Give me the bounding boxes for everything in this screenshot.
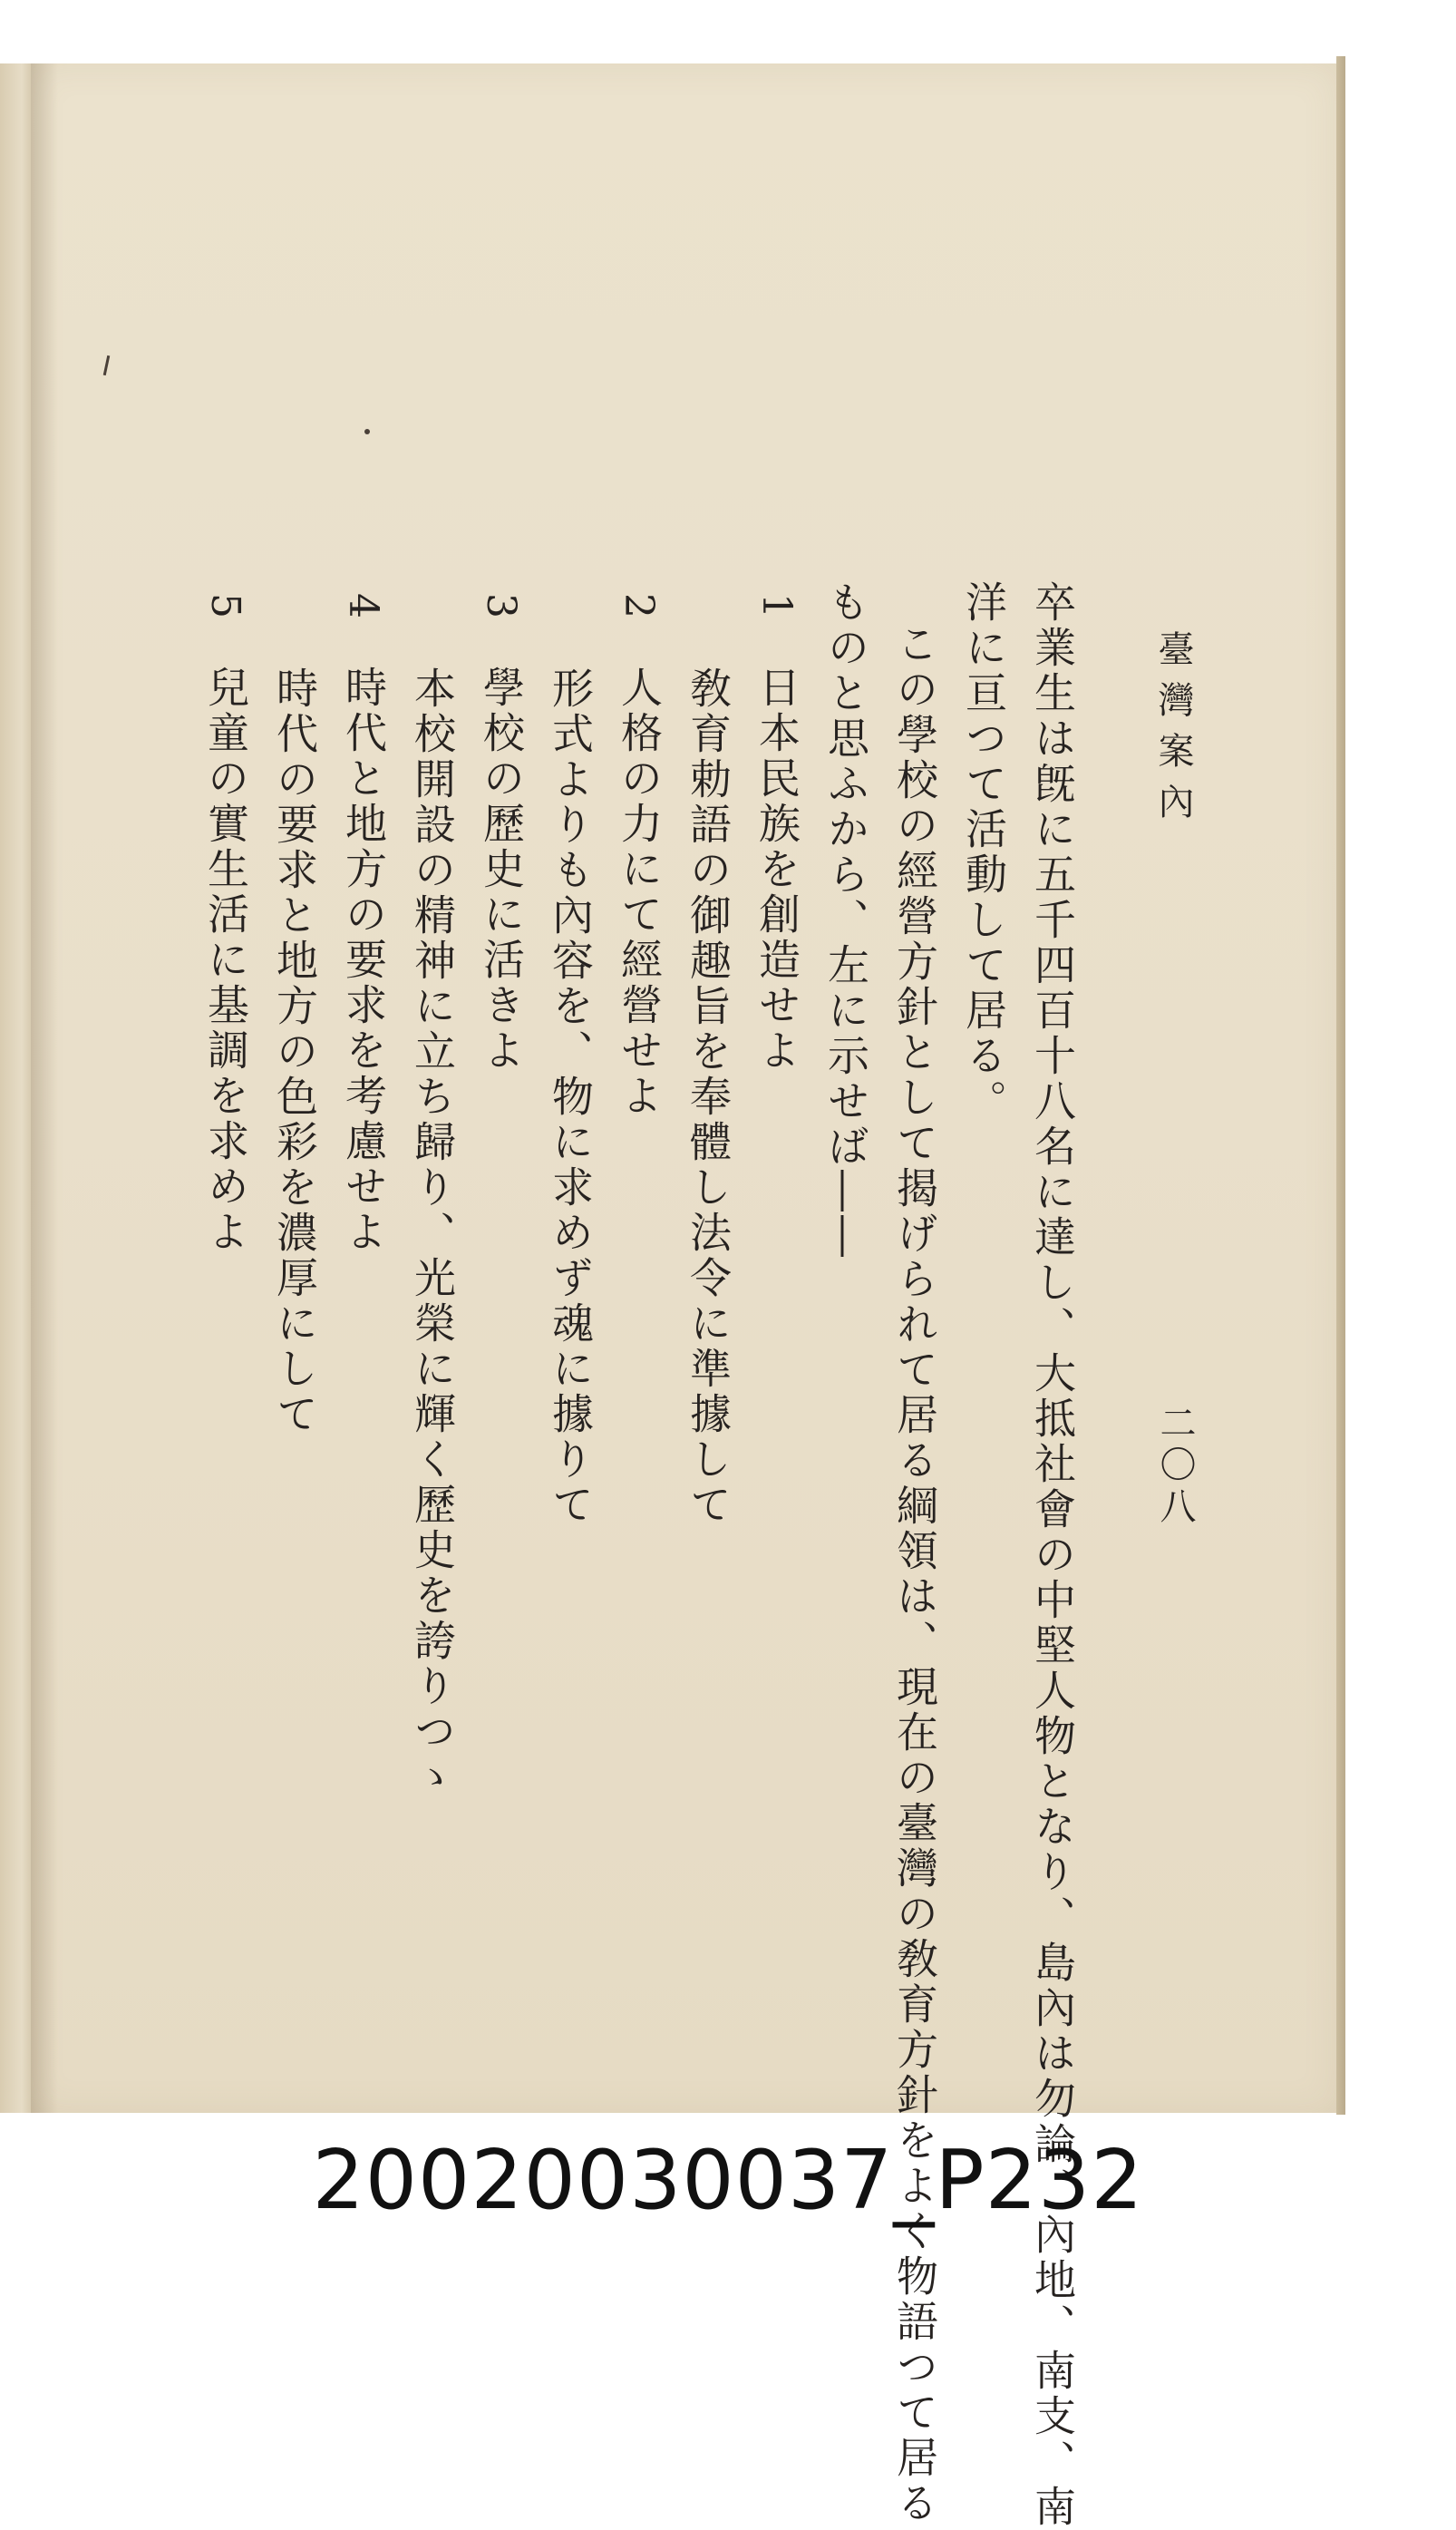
item-heading-4: 時代と地方の要求を考慮せよ [339,666,388,1255]
item-heading-3: 學校の歷史に活きよ [477,666,526,1074]
page-right-edge [1336,56,1345,2115]
item-number-4: 4 [340,593,386,622]
paragraph-line-2: 洋に亘つて活動して居る。 [959,580,1008,1124]
item-heading-1: 日本民族を創造せよ [752,666,801,1074]
running-header-title: 臺灣案內 [1152,630,1194,833]
gutter-shadow [31,63,58,2113]
item-heading-5: 兒童の實生活に基調を求めよ [201,666,250,1255]
item-body-2: 形式よりも內容を、物に求めず魂に據りて [546,667,595,1528]
item-heading-2: 人格の力にて經營せよ [615,666,664,1119]
item-body-4: 時代の要求と地方の色彩を濃厚にして [270,667,319,1437]
page-number: 二〇八 [1154,1404,1196,1529]
paragraph-line-4: ものと思ふから、左に示せば―― [821,580,870,1260]
item-number-2: 2 [616,593,662,622]
catalog-id-label: 20020030037_P232 [312,2133,1144,2228]
item-number-5: 5 [202,593,248,622]
item-number-1: 1 [753,593,800,622]
paragraph-line-3: この學校の經營方針として揭げられて居る綱領は、現在の臺灣の敎育方針をよく物語つて居る [890,622,939,2526]
ink-dot-mark [364,429,370,434]
item-body-1: 敎育勅語の御趣旨を奉體し法令に準據して [684,667,733,1528]
paragraph-line-1: 卒業生は旣に五千四百十八名に達し、大抵社會の中堅人物となり、島內は勿論、內地、南支、南 [1028,580,1077,2530]
item-number-3: 3 [478,593,524,622]
item-body-3: 本校開設の精神に立ち歸り、光榮に輝く歷史を誇りつゝ [408,667,457,1800]
